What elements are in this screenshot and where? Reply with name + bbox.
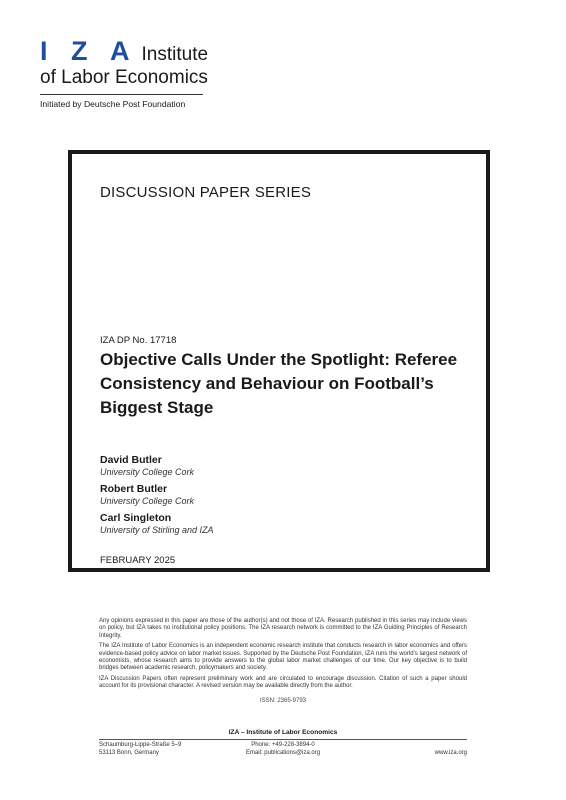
author-name: Robert Butler [100, 483, 168, 495]
issn: ISSN: 2365-9793 [259, 698, 307, 704]
author-entry [100, 454, 214, 478]
disclaimer [99, 618, 467, 694]
footer-email[interactable]: Email: publications@iza.org [245, 749, 321, 756]
author-affiliation: University College Cork [100, 467, 195, 477]
footer-phone: Phone: +49-228-3894-0 [251, 742, 315, 748]
disclaimer-paragraph: Any opinions expressed in this paper are those of the author(s) and not those of IZA. Research published in this series may include views on policy, but IZA takes no institutional policy positions. The IZA research network is committed to the IZA Guiding Principles of Research Integrity. [99, 618, 467, 639]
footer-divider [99, 739, 467, 740]
author-name: Carl Singleton [100, 512, 172, 524]
footer-website[interactable]: www.iza.org [434, 749, 467, 756]
author-entry [100, 483, 214, 507]
series-title: DISCUSSION PAPER SERIES [100, 184, 312, 201]
disclaimer-paragraph: The IZA Institute of Labor Economics is an independent economic research institute that conducts research in labor economics and offers evidence-based policy advice on labor market issues. Supported by the Deutsche Post Foundation, IZA runs the world’s largest network of economists, whose research aims to provide answers to the global labor market challenges of our time. Our key objective is to build bridges between academic research, policymakers and society. [99, 643, 467, 672]
author-list [100, 454, 214, 541]
author-name: David Butler [100, 454, 162, 466]
disclaimer-paragraph: IZA Discussion Papers often represent preliminary work and are circulated to encourage discussion. Citation of such a paper should account for its provisional character. A revised version may be available directly from the author. [99, 675, 467, 690]
dp-number: IZA DP No. 17718 [100, 335, 177, 346]
logo-divider [40, 94, 203, 95]
logo-line1: Institute [141, 44, 209, 65]
author-affiliation: University of Stirling and IZA [100, 525, 214, 535]
author-affiliation: University College Cork [100, 496, 195, 506]
logo-tagline: Initiated by Deutsche Post Foundation [40, 99, 186, 109]
cover-frame [68, 150, 490, 572]
publication-date: FEBRUARY 2025 [100, 555, 176, 566]
author-entry [100, 512, 214, 536]
address-line: Schaumburg-Lippe-Straße 5–9 [99, 742, 182, 748]
iza-logo [40, 38, 210, 89]
logo-line2: of Labor Economics [40, 67, 208, 88]
paper-title: Objective Calls Under the Spotlight: Referee Consistency and Behaviour on Football’s Biggest Stage [100, 350, 458, 417]
logo-mark: I Z A [40, 36, 138, 66]
footer-org: IZA – Institute of Labor Economics [228, 729, 338, 736]
address-line: 53113 Bonn, Germany [99, 749, 159, 756]
